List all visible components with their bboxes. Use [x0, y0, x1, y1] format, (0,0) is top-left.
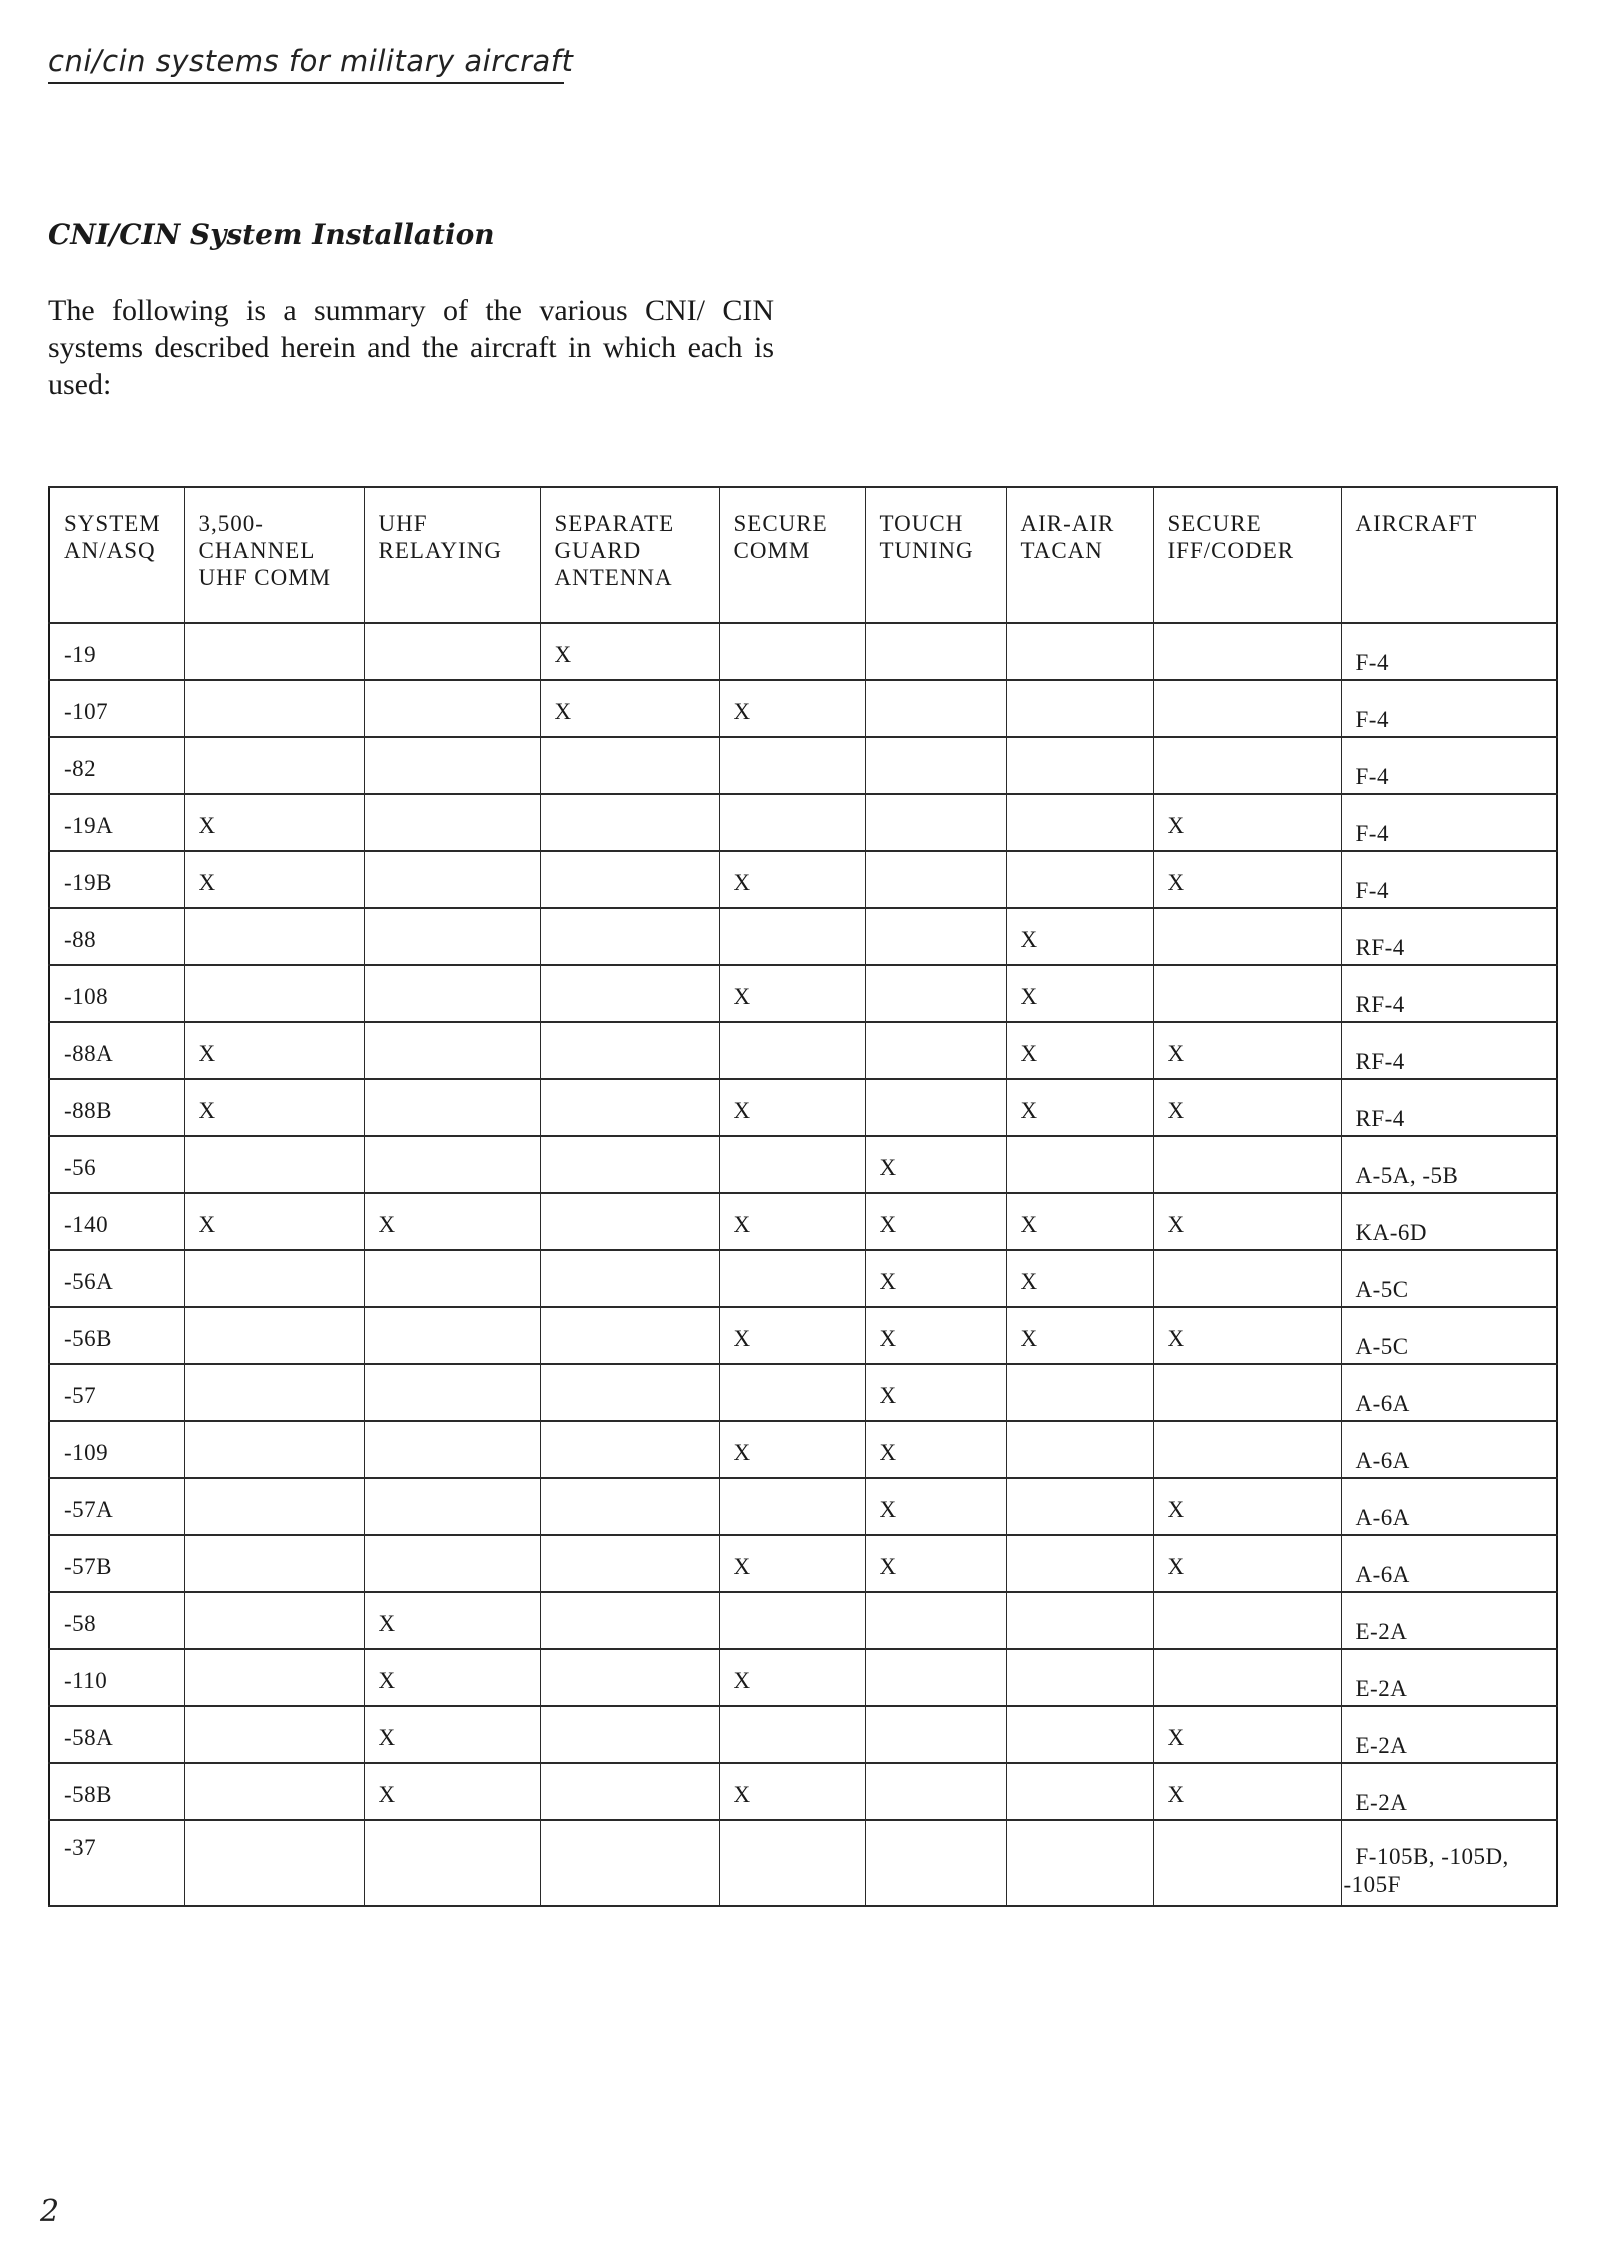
cell-system: -19	[49, 623, 184, 680]
cell-touch-tuning	[865, 1649, 1006, 1706]
cell-uhf-relaying	[364, 1307, 540, 1364]
cell-uhf-comm: X	[184, 851, 364, 908]
cell-uhf-relaying	[364, 680, 540, 737]
table-row	[49, 1136, 1557, 1193]
cell-guard-antenna	[540, 1820, 719, 1906]
table-body	[49, 623, 1557, 1906]
table-row	[49, 680, 1557, 737]
cell-secure-comm	[719, 1592, 865, 1649]
cell-secure-comm: X	[719, 965, 865, 1022]
cell-uhf-relaying	[364, 965, 540, 1022]
cell-secure-iff: X	[1153, 1478, 1341, 1535]
cell-uhf-relaying	[364, 1136, 540, 1193]
cell-air-air-tacan	[1006, 1136, 1153, 1193]
cell-aircraft: E-2A	[1341, 1763, 1557, 1820]
cell-guard-antenna	[540, 1079, 719, 1136]
cell-air-air-tacan	[1006, 737, 1153, 794]
cell-air-air-tacan: X	[1006, 1307, 1153, 1364]
cell-guard-antenna	[540, 1592, 719, 1649]
cell-uhf-comm	[184, 1592, 364, 1649]
cell-aircraft: F-4	[1341, 623, 1557, 680]
cell-air-air-tacan	[1006, 1763, 1153, 1820]
cell-touch-tuning	[865, 1022, 1006, 1079]
cell-system: -110	[49, 1649, 184, 1706]
cell-air-air-tacan	[1006, 1421, 1153, 1478]
cell-touch-tuning	[865, 1706, 1006, 1763]
table-row	[49, 908, 1557, 965]
cell-uhf-relaying	[364, 1820, 540, 1906]
cell-touch-tuning	[865, 737, 1006, 794]
header-guard-antenna: SEPARATE GUARD ANTENNA	[540, 487, 719, 623]
cell-uhf-comm: X	[184, 1079, 364, 1136]
cell-guard-antenna	[540, 737, 719, 794]
table-row	[49, 1592, 1557, 1649]
header-system: SYSTEM AN/ASQ	[49, 487, 184, 623]
cell-secure-iff	[1153, 965, 1341, 1022]
cell-air-air-tacan	[1006, 1478, 1153, 1535]
cell-aircraft: A-6A	[1341, 1421, 1557, 1478]
header-secure-comm: SECURE COMM	[719, 487, 865, 623]
cell-air-air-tacan	[1006, 851, 1153, 908]
header-touch-tuning: TOUCH TUNING	[865, 487, 1006, 623]
cell-guard-antenna	[540, 1535, 719, 1592]
cell-uhf-comm	[184, 1307, 364, 1364]
intro-paragraph: The following is a summary of the various CNI/ CIN systems described herein and the aircraft in which each is used:	[48, 294, 774, 401]
cell-secure-iff	[1153, 1136, 1341, 1193]
cell-secure-comm	[719, 1250, 865, 1307]
cell-secure-comm	[719, 737, 865, 794]
cell-system: -19A	[49, 794, 184, 851]
cell-aircraft: A-5C	[1341, 1250, 1557, 1307]
cell-uhf-comm: X	[184, 1022, 364, 1079]
cell-air-air-tacan: X	[1006, 1022, 1153, 1079]
cell-air-air-tacan: X	[1006, 1193, 1153, 1250]
cell-touch-tuning	[865, 1592, 1006, 1649]
cell-uhf-relaying	[364, 1022, 540, 1079]
table-row	[49, 1421, 1557, 1478]
cell-air-air-tacan	[1006, 794, 1153, 851]
table-row	[49, 851, 1557, 908]
cell-guard-antenna	[540, 1706, 719, 1763]
cell-uhf-comm	[184, 1820, 364, 1906]
cell-guard-antenna: X	[540, 680, 719, 737]
cell-uhf-relaying: X	[364, 1706, 540, 1763]
table-header-row	[49, 487, 1557, 623]
cell-secure-iff	[1153, 1820, 1341, 1906]
cell-touch-tuning: X	[865, 1307, 1006, 1364]
cell-aircraft: RF-4	[1341, 965, 1557, 1022]
cell-secure-iff	[1153, 680, 1341, 737]
cell-secure-comm	[719, 1478, 865, 1535]
cell-uhf-relaying	[364, 623, 540, 680]
cell-secure-comm: X	[719, 680, 865, 737]
cell-touch-tuning: X	[865, 1136, 1006, 1193]
cell-air-air-tacan	[1006, 1649, 1153, 1706]
cell-air-air-tacan: X	[1006, 1250, 1153, 1307]
cell-guard-antenna	[540, 1649, 719, 1706]
cell-uhf-comm	[184, 965, 364, 1022]
cell-touch-tuning	[865, 680, 1006, 737]
cell-system: -58	[49, 1592, 184, 1649]
cell-guard-antenna	[540, 1421, 719, 1478]
cell-secure-iff: X	[1153, 851, 1341, 908]
cell-guard-antenna	[540, 1763, 719, 1820]
cell-guard-antenna	[540, 908, 719, 965]
cell-uhf-comm: X	[184, 1193, 364, 1250]
cell-system: -88B	[49, 1079, 184, 1136]
cell-secure-comm: X	[719, 851, 865, 908]
cell-guard-antenna	[540, 794, 719, 851]
cell-guard-antenna	[540, 1307, 719, 1364]
cell-touch-tuning	[865, 794, 1006, 851]
cell-aircraft: F-4	[1341, 737, 1557, 794]
cell-system: -37	[49, 1820, 184, 1906]
cell-system: -56A	[49, 1250, 184, 1307]
cell-secure-iff: X	[1153, 1022, 1341, 1079]
cell-air-air-tacan	[1006, 623, 1153, 680]
cell-secure-comm	[719, 1136, 865, 1193]
cell-aircraft: A-6A	[1341, 1478, 1557, 1535]
table-row	[49, 623, 1557, 680]
cell-aircraft: A-5C	[1341, 1307, 1557, 1364]
cell-air-air-tacan	[1006, 1706, 1153, 1763]
cell-secure-iff	[1153, 1592, 1341, 1649]
cell-secure-comm: X	[719, 1535, 865, 1592]
cell-secure-comm: X	[719, 1307, 865, 1364]
cell-secure-comm	[719, 1706, 865, 1763]
cell-uhf-relaying	[364, 908, 540, 965]
cell-system: -58B	[49, 1763, 184, 1820]
cell-aircraft: F-4	[1341, 680, 1557, 737]
cell-system: -58A	[49, 1706, 184, 1763]
cell-secure-comm	[719, 1820, 865, 1906]
cell-touch-tuning: X	[865, 1421, 1006, 1478]
cell-aircraft: F-4	[1341, 851, 1557, 908]
cell-aircraft: A-6A	[1341, 1364, 1557, 1421]
cell-secure-comm	[719, 794, 865, 851]
cell-uhf-relaying	[364, 1535, 540, 1592]
cell-system: -88A	[49, 1022, 184, 1079]
cell-guard-antenna	[540, 1193, 719, 1250]
cell-air-air-tacan	[1006, 1364, 1153, 1421]
header-aircraft: AIRCRAFT	[1341, 487, 1557, 623]
cell-aircraft: E-2A	[1341, 1706, 1557, 1763]
table-row	[49, 1706, 1557, 1763]
cell-uhf-comm	[184, 1364, 364, 1421]
cell-secure-iff: X	[1153, 1193, 1341, 1250]
cell-guard-antenna	[540, 1364, 719, 1421]
cell-uhf-comm: X	[184, 794, 364, 851]
cell-touch-tuning: X	[865, 1250, 1006, 1307]
cell-touch-tuning	[865, 965, 1006, 1022]
cell-system: -57A	[49, 1478, 184, 1535]
cell-secure-iff: X	[1153, 1706, 1341, 1763]
cell-secure-comm: X	[719, 1421, 865, 1478]
cell-aircraft: RF-4	[1341, 908, 1557, 965]
cell-secure-comm	[719, 1022, 865, 1079]
cell-aircraft: A-5A, -5B	[1341, 1136, 1557, 1193]
cell-uhf-comm	[184, 1649, 364, 1706]
cell-uhf-comm	[184, 1478, 364, 1535]
cell-touch-tuning	[865, 1820, 1006, 1906]
cell-uhf-relaying: X	[364, 1592, 540, 1649]
cell-secure-iff	[1153, 737, 1341, 794]
cell-uhf-relaying	[364, 1364, 540, 1421]
cell-air-air-tacan	[1006, 1535, 1153, 1592]
cell-secure-iff	[1153, 1649, 1341, 1706]
cell-secure-iff	[1153, 623, 1341, 680]
cell-uhf-relaying	[364, 1421, 540, 1478]
cell-uhf-comm	[184, 908, 364, 965]
cell-uhf-relaying	[364, 737, 540, 794]
table-row	[49, 1022, 1557, 1079]
table-row	[49, 1250, 1557, 1307]
cell-secure-iff	[1153, 1364, 1341, 1421]
cell-uhf-comm	[184, 737, 364, 794]
cell-secure-iff	[1153, 908, 1341, 965]
cell-system: -88	[49, 908, 184, 965]
table-row	[49, 1307, 1557, 1364]
cell-touch-tuning	[865, 908, 1006, 965]
cell-uhf-relaying	[364, 851, 540, 908]
cell-guard-antenna	[540, 1022, 719, 1079]
cell-system: -82	[49, 737, 184, 794]
cell-secure-comm	[719, 623, 865, 680]
cell-uhf-relaying: X	[364, 1763, 540, 1820]
cell-secure-comm	[719, 1364, 865, 1421]
cell-secure-iff: X	[1153, 1535, 1341, 1592]
cell-touch-tuning	[865, 1079, 1006, 1136]
cell-secure-iff: X	[1153, 1763, 1341, 1820]
cell-uhf-relaying	[364, 1079, 540, 1136]
cell-uhf-comm	[184, 1535, 364, 1592]
cell-aircraft: E-2A	[1341, 1592, 1557, 1649]
header-uhf-relaying: UHF RELAYING	[364, 487, 540, 623]
cell-secure-comm	[719, 908, 865, 965]
cell-touch-tuning: X	[865, 1364, 1006, 1421]
cell-air-air-tacan	[1006, 1820, 1153, 1906]
table-row	[49, 1364, 1557, 1421]
cell-touch-tuning	[865, 851, 1006, 908]
cell-air-air-tacan	[1006, 1592, 1153, 1649]
table-row	[49, 1478, 1557, 1535]
cell-aircraft: F-105B, -105D, -105F	[1341, 1820, 1557, 1906]
cell-secure-iff: X	[1153, 1079, 1341, 1136]
cell-system: -107	[49, 680, 184, 737]
cell-secure-comm: X	[719, 1763, 865, 1820]
cell-air-air-tacan: X	[1006, 965, 1153, 1022]
cell-touch-tuning: X	[865, 1193, 1006, 1250]
cell-uhf-comm	[184, 623, 364, 680]
cell-aircraft: F-4	[1341, 794, 1557, 851]
cell-aircraft: RF-4	[1341, 1022, 1557, 1079]
header-secure-iff: SECURE IFF/CODER	[1153, 487, 1341, 623]
cell-secure-comm: X	[719, 1649, 865, 1706]
cell-guard-antenna: X	[540, 623, 719, 680]
cell-guard-antenna	[540, 1250, 719, 1307]
cell-uhf-relaying	[364, 1250, 540, 1307]
cell-air-air-tacan: X	[1006, 1079, 1153, 1136]
cell-uhf-comm	[184, 680, 364, 737]
table-row	[49, 1079, 1557, 1136]
cell-uhf-relaying: X	[364, 1193, 540, 1250]
cell-system: -56B	[49, 1307, 184, 1364]
cell-air-air-tacan	[1006, 680, 1153, 737]
cell-uhf-comm	[184, 1250, 364, 1307]
cell-uhf-comm	[184, 1706, 364, 1763]
section-title: CNI/CIN System Installation	[48, 218, 495, 251]
cell-aircraft: A-6A	[1341, 1535, 1557, 1592]
system-summary-table	[48, 486, 1558, 1907]
cell-system: -19B	[49, 851, 184, 908]
cell-system: -56	[49, 1136, 184, 1193]
table-row	[49, 1763, 1557, 1820]
cell-uhf-relaying	[364, 1478, 540, 1535]
table-row	[49, 1649, 1557, 1706]
table-row	[49, 965, 1557, 1022]
cell-secure-comm: X	[719, 1079, 865, 1136]
cell-uhf-comm	[184, 1421, 364, 1478]
table-row	[49, 737, 1557, 794]
cell-secure-iff	[1153, 1250, 1341, 1307]
table-row	[49, 1193, 1557, 1250]
cell-guard-antenna	[540, 965, 719, 1022]
cell-touch-tuning	[865, 623, 1006, 680]
cell-guard-antenna	[540, 851, 719, 908]
table-row	[49, 1535, 1557, 1592]
header-air-air-tacan: AIR-AIR TACAN	[1006, 487, 1153, 623]
page-number: 2	[40, 2194, 60, 2229]
cell-uhf-relaying: X	[364, 1649, 540, 1706]
cell-aircraft: E-2A	[1341, 1649, 1557, 1706]
cell-guard-antenna	[540, 1136, 719, 1193]
cell-secure-iff: X	[1153, 1307, 1341, 1364]
table-row	[49, 794, 1557, 851]
cell-uhf-relaying	[364, 794, 540, 851]
cell-secure-iff	[1153, 1421, 1341, 1478]
cell-air-air-tacan: X	[1006, 908, 1153, 965]
cell-guard-antenna	[540, 1478, 719, 1535]
cell-system: -57B	[49, 1535, 184, 1592]
cell-aircraft: RF-4	[1341, 1079, 1557, 1136]
cell-secure-iff: X	[1153, 794, 1341, 851]
cell-uhf-comm	[184, 1136, 364, 1193]
header-uhf-comm: 3,500- CHANNEL UHF COMM	[184, 487, 364, 623]
cell-system: -57	[49, 1364, 184, 1421]
cell-aircraft: KA-6D	[1341, 1193, 1557, 1250]
cell-system: -109	[49, 1421, 184, 1478]
cell-touch-tuning	[865, 1763, 1006, 1820]
cell-uhf-comm	[184, 1763, 364, 1820]
cell-system: -140	[49, 1193, 184, 1250]
cell-touch-tuning: X	[865, 1535, 1006, 1592]
cell-system: -108	[49, 965, 184, 1022]
cell-touch-tuning: X	[865, 1478, 1006, 1535]
table-row	[49, 1820, 1557, 1906]
cell-secure-comm: X	[719, 1193, 865, 1250]
running-head: cni/cin systems for military aircraft	[48, 44, 564, 84]
